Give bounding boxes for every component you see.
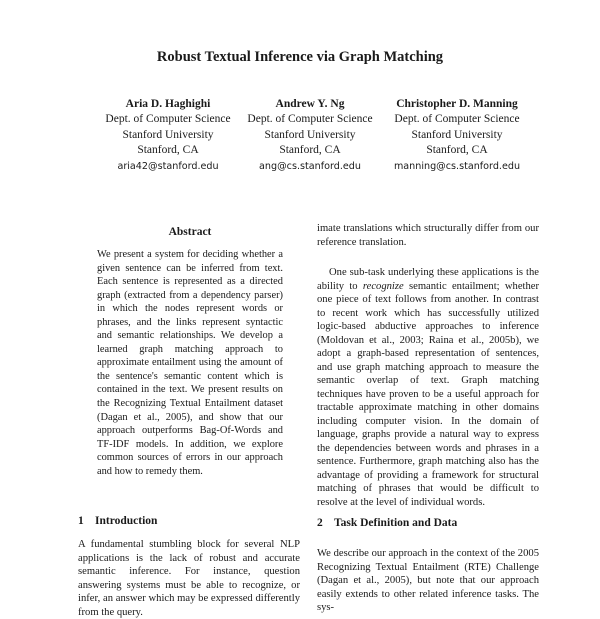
paper-title: Robust Textual Inference via Graph Matching xyxy=(156,49,444,65)
paragraph-text: One sub-task underlying these applications is the ability to xyxy=(317,267,539,292)
author-block-1 xyxy=(93,97,243,174)
abstract-heading: Abstract xyxy=(168,226,212,238)
right-column-paragraph xyxy=(317,266,539,509)
section-number: 2 xyxy=(317,517,323,529)
author-name: Andrew Y. Ng xyxy=(275,98,345,110)
section-title: Task Definition and Data xyxy=(334,517,458,529)
abstract-text: We present a system for deciding whether a given sentence can be inferred from text. Each sentence is represented as a directed graph (extracted from a dependency parser) in which the nodes represent words or phrases, and the links represent syntactic and semantic relationships. We develop a learned graph matching approach to approximate entailment using the amount of the sentence's semantic content which is contained in the text. We present results on the Recognizing Textual Entailment dataset (Dagan et al., 2005), and show that our approach outperforms Bag-Of-Words and TF-IDF models. In addition, we explore common sources of errors in our approach and how to remedy them. xyxy=(97,249,283,477)
author-university: Stanford University xyxy=(411,128,503,141)
section-title: Introduction xyxy=(95,515,158,527)
author-university: Stanford University xyxy=(122,128,214,141)
section-heading-introduction xyxy=(78,515,157,527)
introduction-paragraph: A fundamental stumbling block for several NLP applications is the lack of robust and accurate semantic inference. For instance, question answering systems must be able to recognize, or infer, an answer which may be expressed differently from the query. xyxy=(78,539,300,618)
author-email: aria42@stanford.edu xyxy=(117,160,219,172)
paragraph-text: semantic entailment; whether one piece of text follows from another. In contrast to recent work which has successfully utilized logic-based abductive approaches to inference (Moldovan et al., 2003; Raina et al., 2005b), we adopt a graph-based representation of sentences, and use graph matching approach to measure the semantic overlap of text. Graph matching techniques have proven to be a useful approach for tractable approximate matching in other domains including computer vision. In the domain of language, graphs provide a natural way to express the dependencies between words and phrases in a sentence. Furthermore, graph matching also has the advantage of providing a framework for structural matching of phrases that would be difficult to resolve at the level of individual words. xyxy=(317,280,540,508)
author-city: Stanford, CA xyxy=(137,144,199,157)
author-name: Aria D. Haghighi xyxy=(125,98,211,110)
section-number: 1 xyxy=(78,515,84,527)
task-definition-paragraph: We describe our approach in the context of the 2005 Recognizing Textual Entailment (RTE) Challenge (Dagan et al., 2005), but note that our approach easily extends to other related inference tasks. The sys- xyxy=(317,548,539,613)
right-column-continuation: imate translations which structurally differ from our reference translation. xyxy=(317,223,539,248)
author-email: ang@cs.stanford.edu xyxy=(259,160,361,172)
author-city: Stanford, CA xyxy=(426,144,488,157)
author-block-3 xyxy=(382,97,532,174)
section-heading-task-definition xyxy=(317,517,457,529)
author-dept: Dept. of Computer Science xyxy=(394,113,520,126)
author-name: Christopher D. Manning xyxy=(396,98,518,110)
emphasis-text: recognize xyxy=(362,280,404,292)
author-dept: Dept. of Computer Science xyxy=(105,113,231,126)
author-city: Stanford, CA xyxy=(279,144,341,157)
author-email: manning@cs.stanford.edu xyxy=(393,160,521,172)
author-dept: Dept. of Computer Science xyxy=(247,113,373,126)
author-university: Stanford University xyxy=(264,128,356,141)
author-block-2 xyxy=(235,97,385,174)
